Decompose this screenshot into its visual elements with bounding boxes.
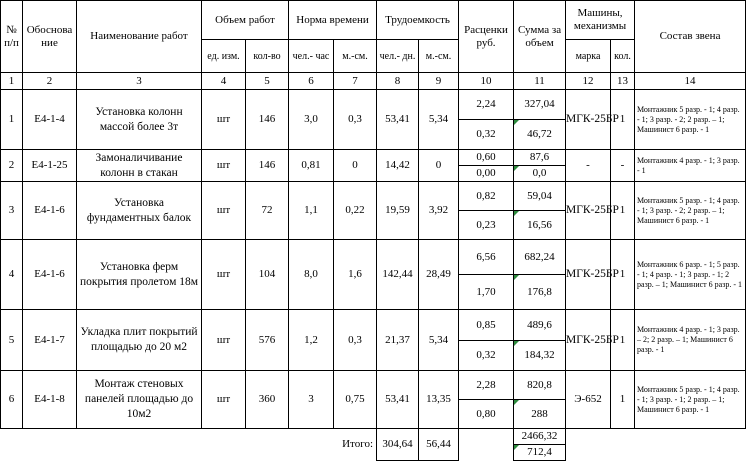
- row-unit: шт: [202, 90, 246, 150]
- row-labor-days: 53,41: [377, 90, 419, 150]
- row-sum-bottom: 0,0: [514, 166, 566, 182]
- header-sum: Сумма за объем: [514, 1, 566, 73]
- row-machine-brand: МГК-25БР: [566, 182, 611, 240]
- row-norm-machine: 1,6: [334, 240, 377, 310]
- header-work-name: Наименование работ: [77, 1, 202, 73]
- row-unit: шт: [202, 371, 246, 429]
- row-machine-brand: МГК-25БР: [566, 240, 611, 310]
- col-number: 13: [611, 73, 635, 90]
- row-norm-machine: 0: [334, 150, 377, 182]
- row-num: 1: [1, 90, 23, 150]
- col-number: 10: [459, 73, 514, 90]
- row-norm-machine: 0,3: [334, 90, 377, 150]
- header-row: [1, 1, 746, 40]
- row-basis: Е4-1-6: [23, 182, 77, 240]
- header-man-hours: чел.- час: [289, 40, 334, 73]
- row-basis: Е4-1-8: [23, 371, 77, 429]
- totals-labor-days: 304,64: [377, 429, 419, 461]
- row-rate-bottom: 0,80: [459, 400, 514, 429]
- row-basis: Е4-1-6: [23, 240, 77, 310]
- row-machine-count: -: [611, 150, 635, 182]
- row-rate-bottom: 0,23: [459, 211, 514, 240]
- col-number: 14: [635, 73, 746, 90]
- row-norm-machine: 0,22: [334, 182, 377, 240]
- row-rate-top: 2,24: [459, 90, 514, 120]
- row-machine-count: 1: [611, 182, 635, 240]
- row-labor-machine: 5,34: [419, 90, 459, 150]
- col-number: 5: [246, 73, 289, 90]
- header-man-days: чел.- дн.: [377, 40, 419, 73]
- row-num: 5: [1, 310, 23, 371]
- row-labor-machine: 13,35: [419, 371, 459, 429]
- row-machine-brand: МГК-25БР: [566, 310, 611, 371]
- row-rate-bottom: 0,32: [459, 120, 514, 150]
- row-work-name: Укладка плит покрытий площадью до 20 м2: [77, 310, 202, 371]
- row-team: Монтажник 5 разр. - 1; 4 разр. - 1; 3 разр. - 2; 2 разр. – 1; Машинист 6 разр. - 1: [635, 182, 746, 240]
- column-number-row: [1, 73, 746, 90]
- header-rate: Расценки руб.: [459, 1, 514, 73]
- table-row: [1, 90, 746, 120]
- totals-label: Итого:: [1, 429, 377, 461]
- header-brand: марка: [566, 40, 611, 73]
- row-labor-days: 142,44: [377, 240, 419, 310]
- row-machine-count: 1: [611, 240, 635, 310]
- row-labor-days: 53,41: [377, 371, 419, 429]
- row-labor-machine: 5,34: [419, 310, 459, 371]
- row-team: Монтажник 5 разр. - 1; 4 разр. - 1; 3 разр. - 2; 2 разр. – 1; Машинист 6 разр. - 1: [635, 90, 746, 150]
- row-qty: 146: [246, 150, 289, 182]
- row-rate-top: 0,82: [459, 182, 514, 211]
- row-rate-top: 2,28: [459, 371, 514, 400]
- row-sum-top: 489,6: [514, 310, 566, 341]
- row-norm-machine: 0,3: [334, 310, 377, 371]
- row-qty: 104: [246, 240, 289, 310]
- row-machine-brand: МГК-25БР: [566, 90, 611, 150]
- row-work-name: Установка колонн массой более 3т: [77, 90, 202, 150]
- row-rate-bottom: 0,00: [459, 166, 514, 182]
- table-row: [1, 371, 746, 400]
- header-num: № п/п: [1, 1, 23, 73]
- row-labor-days: 19,59: [377, 182, 419, 240]
- col-number: 6: [289, 73, 334, 90]
- header-time-norm: Норма времени: [289, 1, 377, 40]
- header-machines: Машины, механизмы: [566, 1, 635, 40]
- row-sum-top: 682,24: [514, 240, 566, 275]
- row-norm-hours: 1,2: [289, 310, 334, 371]
- totals-row: [1, 429, 746, 445]
- row-sum-top: 59,04: [514, 182, 566, 211]
- header-qty: кол-во: [246, 40, 289, 73]
- row-num: 6: [1, 371, 23, 429]
- row-sum-bottom: 184,32: [514, 341, 566, 371]
- row-norm-hours: 1,1: [289, 182, 334, 240]
- row-labor-days: 21,37: [377, 310, 419, 371]
- row-team: Монтажник 4 разр. - 1; 3 разр. – 2; 2 разр. – 1; Машинист 6 разр. - 1: [635, 310, 746, 371]
- row-norm-hours: 8,0: [289, 240, 334, 310]
- totals-labor-machine: 56,44: [419, 429, 459, 461]
- table-row: [1, 240, 746, 275]
- row-norm-hours: 3: [289, 371, 334, 429]
- row-basis: Е4-1-25: [23, 150, 77, 182]
- row-rate-top: 6,56: [459, 240, 514, 275]
- row-sum-bottom: 176,8: [514, 275, 566, 310]
- row-unit: шт: [202, 310, 246, 371]
- col-number: 1: [1, 73, 23, 90]
- header-count: кол.: [611, 40, 635, 73]
- row-machine-count: 1: [611, 371, 635, 429]
- row-rate-bottom: 0,32: [459, 341, 514, 371]
- header-machine-shift-2: м.-см.: [419, 40, 459, 73]
- row-team: Монтажник 5 разр. - 1; 4 разр. - 1; 3 разр. - 1; 2 разр. – 1; Машинист 6 разр. - 1: [635, 371, 746, 429]
- row-num: 2: [1, 150, 23, 182]
- row-sum-bottom: 46,72: [514, 120, 566, 150]
- table-row: [1, 182, 746, 211]
- col-number: 12: [566, 73, 611, 90]
- row-norm-hours: 0,81: [289, 150, 334, 182]
- row-labor-machine: 28,49: [419, 240, 459, 310]
- col-number: 9: [419, 73, 459, 90]
- header-labor: Трудоемкость: [377, 1, 459, 40]
- row-sum-top: 820,8: [514, 371, 566, 400]
- row-unit: шт: [202, 182, 246, 240]
- header-basis: Обоснова ние: [23, 1, 77, 73]
- row-labor-machine: 0: [419, 150, 459, 182]
- row-rate-top: 0,85: [459, 310, 514, 341]
- row-work-name: Замоналичивание колонн в стакан: [77, 150, 202, 182]
- row-basis: Е4-1-7: [23, 310, 77, 371]
- header-unit: ед. изм.: [202, 40, 246, 73]
- row-sum-bottom: 16,56: [514, 211, 566, 240]
- row-unit: шт: [202, 150, 246, 182]
- row-num: 4: [1, 240, 23, 310]
- col-number: 11: [514, 73, 566, 90]
- row-machine-brand: Э-652: [566, 371, 611, 429]
- row-qty: 72: [246, 182, 289, 240]
- row-labor-machine: 3,92: [419, 182, 459, 240]
- row-rate-top: 0,60: [459, 150, 514, 166]
- row-team: Монтажник 4 разр. - 1; 3 разр. - 1: [635, 150, 746, 182]
- row-work-name: Монтаж стеновых панелей площадью до 10м2: [77, 371, 202, 429]
- col-number: 2: [23, 73, 77, 90]
- col-number: 4: [202, 73, 246, 90]
- col-number: 3: [77, 73, 202, 90]
- row-rate-bottom: 1,70: [459, 275, 514, 310]
- row-qty: 576: [246, 310, 289, 371]
- totals-sum-bottom: 712,4: [514, 445, 566, 461]
- row-machine-count: 1: [611, 90, 635, 150]
- totals-sum-top: 2466,32: [514, 429, 566, 445]
- row-sum-top: 327,04: [514, 90, 566, 120]
- table-row: [1, 310, 746, 341]
- row-norm-hours: 3,0: [289, 90, 334, 150]
- header-team: Состав звена: [635, 1, 746, 73]
- row-work-name: Установка фундаментных балок: [77, 182, 202, 240]
- header-machine-shift: м.-см.: [334, 40, 377, 73]
- row-num: 3: [1, 182, 23, 240]
- col-number: 7: [334, 73, 377, 90]
- row-qty: 146: [246, 90, 289, 150]
- totals-empty: [459, 429, 514, 461]
- row-basis: Е4-1-4: [23, 90, 77, 150]
- row-machine-brand: -: [566, 150, 611, 182]
- row-sum-top: 87,6: [514, 150, 566, 166]
- row-qty: 360: [246, 371, 289, 429]
- row-work-name: Установка ферм покрытия пролетом 18м: [77, 240, 202, 310]
- row-unit: шт: [202, 240, 246, 310]
- row-labor-days: 14,42: [377, 150, 419, 182]
- table-row: [1, 150, 746, 166]
- col-number: 8: [377, 73, 419, 90]
- row-machine-count: 1: [611, 310, 635, 371]
- row-norm-machine: 0,75: [334, 371, 377, 429]
- totals-blank: [566, 429, 746, 461]
- row-team: Монтажник 6 разр. - 1; 5 разр. - 1; 4 разр. - 1; 3 разр. - 1; 2 разр. – 1; Машинист 6 разр. - 1: [635, 240, 746, 310]
- row-sum-bottom: 288: [514, 400, 566, 429]
- header-volume: Объем работ: [202, 1, 289, 40]
